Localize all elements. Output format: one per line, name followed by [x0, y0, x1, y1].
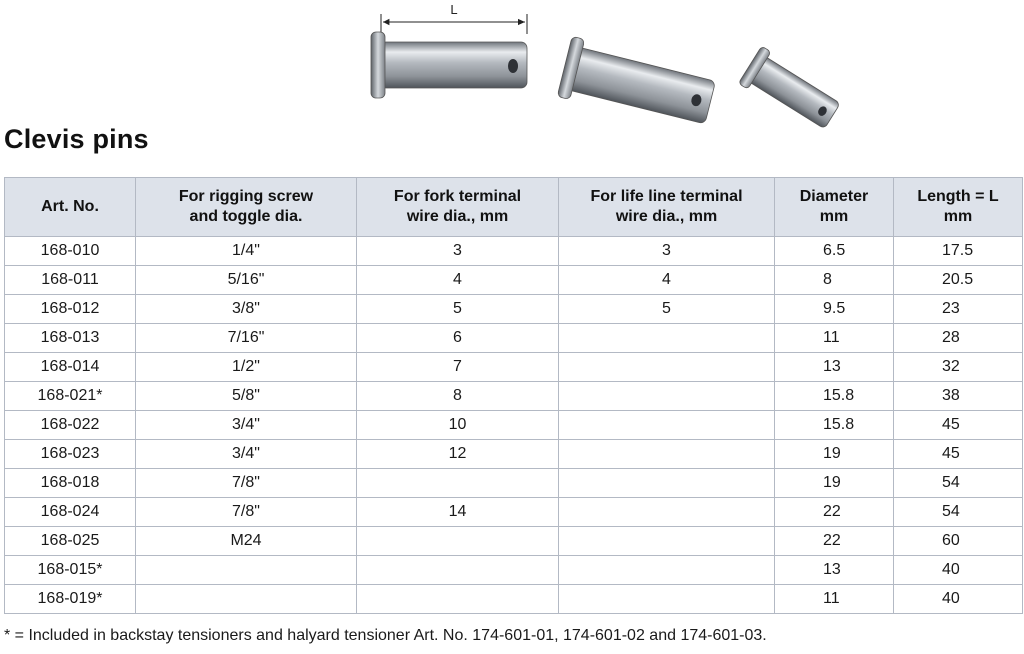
column-header: For life line terminal wire dia., mm [559, 178, 775, 237]
dimension-marker [381, 2, 527, 34]
table-cell: 19 [775, 440, 894, 469]
table-cell: 7/8" [136, 498, 357, 527]
table-cell: 38 [894, 382, 1023, 411]
table-row [5, 498, 1023, 527]
table-cell [136, 585, 357, 614]
table-row [5, 469, 1023, 498]
table-cell: 1/2" [136, 353, 357, 382]
table-cell: M24 [136, 527, 357, 556]
table-cell: 13 [775, 556, 894, 585]
pin-medium [557, 36, 718, 132]
table-cell: 17.5 [894, 237, 1023, 266]
table-cell: 4 [559, 266, 775, 295]
table-cell: 5 [357, 295, 559, 324]
table-cell: 168-022 [5, 411, 136, 440]
footnote: * = Included in backstay tensioners and halyard tensioner Art. No. 174-601-01, 174-601-02 and 174-601-03. [4, 627, 767, 644]
table-cell: 8 [357, 382, 559, 411]
table-cell: 3/4" [136, 440, 357, 469]
table-cell: 40 [894, 556, 1023, 585]
table-cell: 7/8" [136, 469, 357, 498]
table-cell [559, 527, 775, 556]
table-cell: 45 [894, 411, 1023, 440]
table-cell [559, 411, 775, 440]
table-cell: 14 [357, 498, 559, 527]
table-cell: 10 [357, 411, 559, 440]
table-cell [559, 469, 775, 498]
table-cell [357, 556, 559, 585]
table-cell: 3 [357, 237, 559, 266]
dimension-label: L [450, 2, 458, 17]
table-cell: 7/16" [136, 324, 357, 353]
table-cell: 168-012 [5, 295, 136, 324]
table-cell: 168-019* [5, 585, 136, 614]
table-cell: 168-015* [5, 556, 136, 585]
table-cell: 45 [894, 440, 1023, 469]
table-cell: 4 [357, 266, 559, 295]
table-cell: 168-021* [5, 382, 136, 411]
table-cell [559, 498, 775, 527]
table-cell: 11 [775, 585, 894, 614]
table-row [5, 324, 1023, 353]
column-header: For fork terminal wire dia., mm [357, 178, 559, 237]
table-row [5, 411, 1023, 440]
table-cell: 6.5 [775, 237, 894, 266]
clevis-pins-image [360, 0, 880, 140]
table-cell: 3 [559, 237, 775, 266]
table-cell: 168-024 [5, 498, 136, 527]
table-cell: 3/8" [136, 295, 357, 324]
table-row [5, 440, 1023, 469]
table-row [5, 527, 1023, 556]
table-row [5, 266, 1023, 295]
table-row [5, 382, 1023, 411]
table-cell: 1/4" [136, 237, 357, 266]
table-cell: 168-023 [5, 440, 136, 469]
table-cell: 168-014 [5, 353, 136, 382]
table-cell: 168-010 [5, 237, 136, 266]
table-cell: 5 [559, 295, 775, 324]
table-cell: 8 [775, 266, 894, 295]
table-header-row [5, 178, 1023, 237]
table-cell [559, 440, 775, 469]
table-cell: 3/4" [136, 411, 357, 440]
table-cell: 9.5 [775, 295, 894, 324]
table-cell: 22 [775, 527, 894, 556]
page-title: Clevis pins [4, 124, 149, 154]
table-cell: 168-011 [5, 266, 136, 295]
table-cell [559, 382, 775, 411]
table-cell: 28 [894, 324, 1023, 353]
table-cell: 15.8 [775, 382, 894, 411]
table-body [5, 237, 1023, 614]
table-cell: 168-013 [5, 324, 136, 353]
table-cell [559, 353, 775, 382]
table-cell: 13 [775, 353, 894, 382]
column-header: Diameter mm [775, 178, 894, 237]
table-cell: 32 [894, 353, 1023, 382]
table-cell: 22 [775, 498, 894, 527]
table-row [5, 353, 1023, 382]
pin-large [371, 32, 527, 98]
table-cell: 168-025 [5, 527, 136, 556]
table-cell: 7 [357, 353, 559, 382]
table-cell: 20.5 [894, 266, 1023, 295]
table-cell [357, 527, 559, 556]
table-row [5, 585, 1023, 614]
table-cell: 23 [894, 295, 1023, 324]
column-header: For rigging screw and toggle dia. [136, 178, 357, 237]
table-cell: 15.8 [775, 411, 894, 440]
table-cell: 40 [894, 585, 1023, 614]
column-header: Art. No. [5, 178, 136, 237]
table-cell: 5/8" [136, 382, 357, 411]
table-cell [559, 556, 775, 585]
column-header: Length = L mm [894, 178, 1023, 237]
table-row [5, 556, 1023, 585]
table-cell [357, 469, 559, 498]
table-cell [357, 585, 559, 614]
table-row [5, 237, 1023, 266]
table-cell: 168-018 [5, 469, 136, 498]
spec-table [4, 177, 1023, 614]
table-cell: 6 [357, 324, 559, 353]
table-cell: 5/16" [136, 266, 357, 295]
table-cell: 19 [775, 469, 894, 498]
table-cell: 11 [775, 324, 894, 353]
table-cell: 12 [357, 440, 559, 469]
table-cell [136, 556, 357, 585]
table-cell: 54 [894, 498, 1023, 527]
table-cell: 54 [894, 469, 1023, 498]
table-cell [559, 585, 775, 614]
table-cell: 60 [894, 527, 1023, 556]
pin-small [738, 46, 844, 135]
table-cell [559, 324, 775, 353]
table-row [5, 295, 1023, 324]
